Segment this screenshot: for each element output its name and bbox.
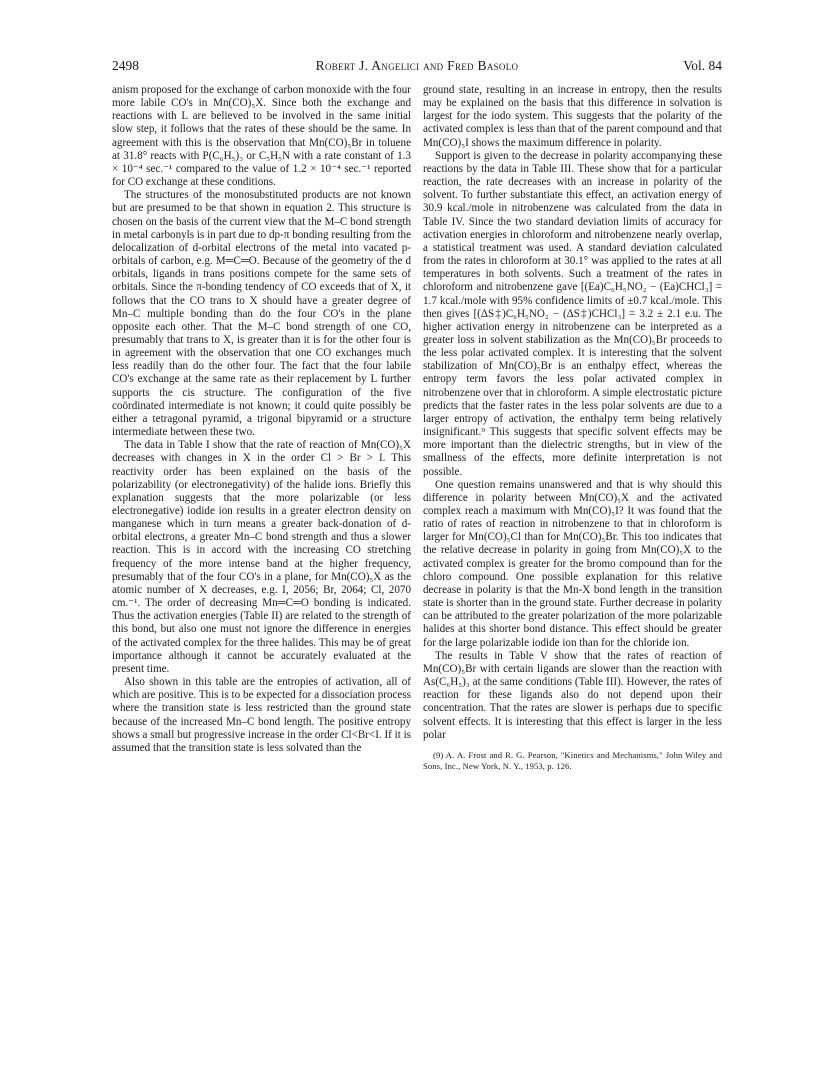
footnote: (9) A. A. Frost and R. G. Pearson, "Kinetics and Mechanisms," John Wiley and Sons, Inc., New York, N. Y., 1953, p. 126. xyxy=(423,749,722,771)
paragraph: ground state, resulting in an increase in entropy, then the results may be explained on the basis that this difference in solvation is largest for the iodo system. This suggests that the polarity of the activated complex is less than that of the parent compound and that Mn(CO)₅I shows the maximum difference in polarity. xyxy=(423,84,722,149)
running-authors: Robert J. Angelici and Fred Basolo xyxy=(315,58,519,73)
right-column xyxy=(423,84,722,772)
footnote-separator xyxy=(423,742,722,746)
paragraph: The data in Table I show that the rate of reaction of Mn(CO)₅X decreases with changes in X in the order Cl > Br > I. This reactivity order has been explained on the basis of the polarizability (or electronegativity) of the halide ions. Briefly this explanation suggests that the more polarizable (or less electronegative) iodide ion results in a greater electron density on manganese which in turn means a greater back-donation of d-orbital electrons, a greater Mn–C bond strength and thus a slower reaction. This is in accord with the increasing CO stretching frequency of the more intense band at the higher frequency, presumably that of the four CO's in a plane, for Mn(CO)₅X as the atomic number of X decreases, e.g. I, 2056; Br, 2064; Cl, 2070 cm.⁻¹. The order of decreasing Mn═C═O bonding is indicated. Thus the activation energies (Table II) are related to the strength of this bond, but also one must not ignore the difference in energies of the activated complex for the three halides. This may be of great importance although it cannot be accurately evaluated at the present time. xyxy=(112,439,411,675)
paragraph: Also shown in this table are the entropies of activation, all of which are positive. This is to be expected for a dissociation process where the transition state is less restricted than the ground state because of the increased Mn–C bond length. The positive entropy shows a small but progressive increase in the order Cl<Br<I. If it is assumed that the transition state is less solvated than the xyxy=(112,676,411,754)
paragraph: The results in Table V show that the rates of reaction of Mn(CO)₅Br with certain ligands are slower than the reaction with As(C₆H₅)₃ at the same conditions (Table III). However, the rates of reaction for these ligands also do not depend upon their concentration. That the rates are slower is perhaps due to specific solvent effects. It is interesting that this effect is larger in the less polar xyxy=(423,649,722,741)
paragraph: anism proposed for the exchange of carbon monoxide with the four more labile CO's in Mn(CO)₅X. Since both the exchange and reactions with L are believed to be involved in the same initial slow step, it follows that the rates of these should be the same. In agreement with this is the observation that Mn(CO)₅Br in toluene at 31.8° reacts with P(C₆H₅)₃ or C₅H₅N with a rate constant of 1.3 × 10⁻⁴ sec.⁻¹ compared to the value of 1.2 × 10⁻⁴ sec.⁻¹ reported for CO exchange at these conditions. xyxy=(112,84,411,189)
running-header xyxy=(112,58,722,78)
page-number: 2498 xyxy=(112,58,139,73)
paragraph: One question remains unanswered and that is why should this difference in polarity between Mn(CO)₅X and the activated complex reach a maximum with Mn(CO)₅I? It was found that the ratio of rates of reaction in nitrobenzene to that in chloroform is larger for Mn(CO)₅Cl than for Mn(CO)₅Br. This too indicates that the relative decrease in polarity in going from Mn(CO)₅X to the activated complex is greater for the bromo compound than for the chloro compound. One possible explanation for this relative decrease in polarity is that the Mn-X bond length in the transition state is shorter than in the ground state. Further decrease in polarity can be attributed to the greater polarization of the more polarizable halides at this shorter bond distance. This effect should be greater for the large polarizable iodide ion than for the chloride ion. xyxy=(423,478,722,649)
left-column xyxy=(112,84,411,755)
paragraph: The structures of the monosubstituted products are not known but are presumed to be that shown in equation 2. This structure is chosen on the basis of the current view that the M–C bond strength in metal carbonyls is in part due to dp-π bonding resulting from the delocalization of d-orbital electrons of the metal into vacated p-orbitals of carbon, e.g. M═C═O. Because of the geometry of the d orbitals, ligands in trans positions compete for the same sets of orbitals. Since the π-bonding tendency of CO exceeds that of X, it follows that the CO trans to X should have a greater degree of Mn–C multiple bonding than do the four CO's in the plane opposite each other. That the M–C bond strength of one CO, presumably that trans to X, is greater than it is for the other four is in agreement with the observation that one CO exchanges much less readily than do the other four. The fact that the four labile CO's exchange at the same rate as their replacement by L further supports the cis structure. The configuration of the five coördinated intermediate is not known; it could quite possibly be either a tetragonal pyramid, a trigonal bipyramid or a structure intermediate between these two. xyxy=(112,189,411,439)
paragraph: Support is given to the decrease in polarity accompanying these reactions by the data in Table III. These show that for a particular reaction, the rate decreases with an increase in polarity of the solvent. To further substantiate this effect, an activation energy of 30.9 kcal./mole in nitrobenzene was calculated from the data in Table IV. Since the two standard deviation limits of accuracy for activation energies in chloroform and nitrobenzene nearly overlap, a statistical treatment was used. A standard deviation calculated from the rates in chloroform at 30.1° was applied to the rates at all temperatures in both solvents. Such a treatment of the rates in chloroform and nitrobenzene gave [(Ea)C₆H₅NO₂ − (Ea)CHCl₃] = 1.7 kcal./mole with 95% confidence limits of ±0.7 kcal./mole. This then gives [(ΔS‡)C₆H₅NO₂ − (ΔS‡)CHCl₃] = 3.2 ± 2.1 e.u. The higher activation energy in nitrobenzene can be interpreted as a greater loss in solvent stabilization as the Mn(CO)₅Br proceeds to the less polar activated complex. It is interesting that the solvent stabilization of Mn(CO)₅Br is an enthalpy effect, whereas the entropy term favors the less polar activated complex in nitrobenzene over that in chloroform. A simple electrostatic picture predicts that the faster rates in the less polar solvents are due to a larger entropy of activation, the enthalpy term being relatively insignificant.⁹ This suggests that specific solvent effects may be more important than the dielectric strengths, but in view of the smallness of the effects, more definite interpretation is not possible. xyxy=(423,149,722,478)
volume-label: Vol. 84 xyxy=(683,58,722,73)
